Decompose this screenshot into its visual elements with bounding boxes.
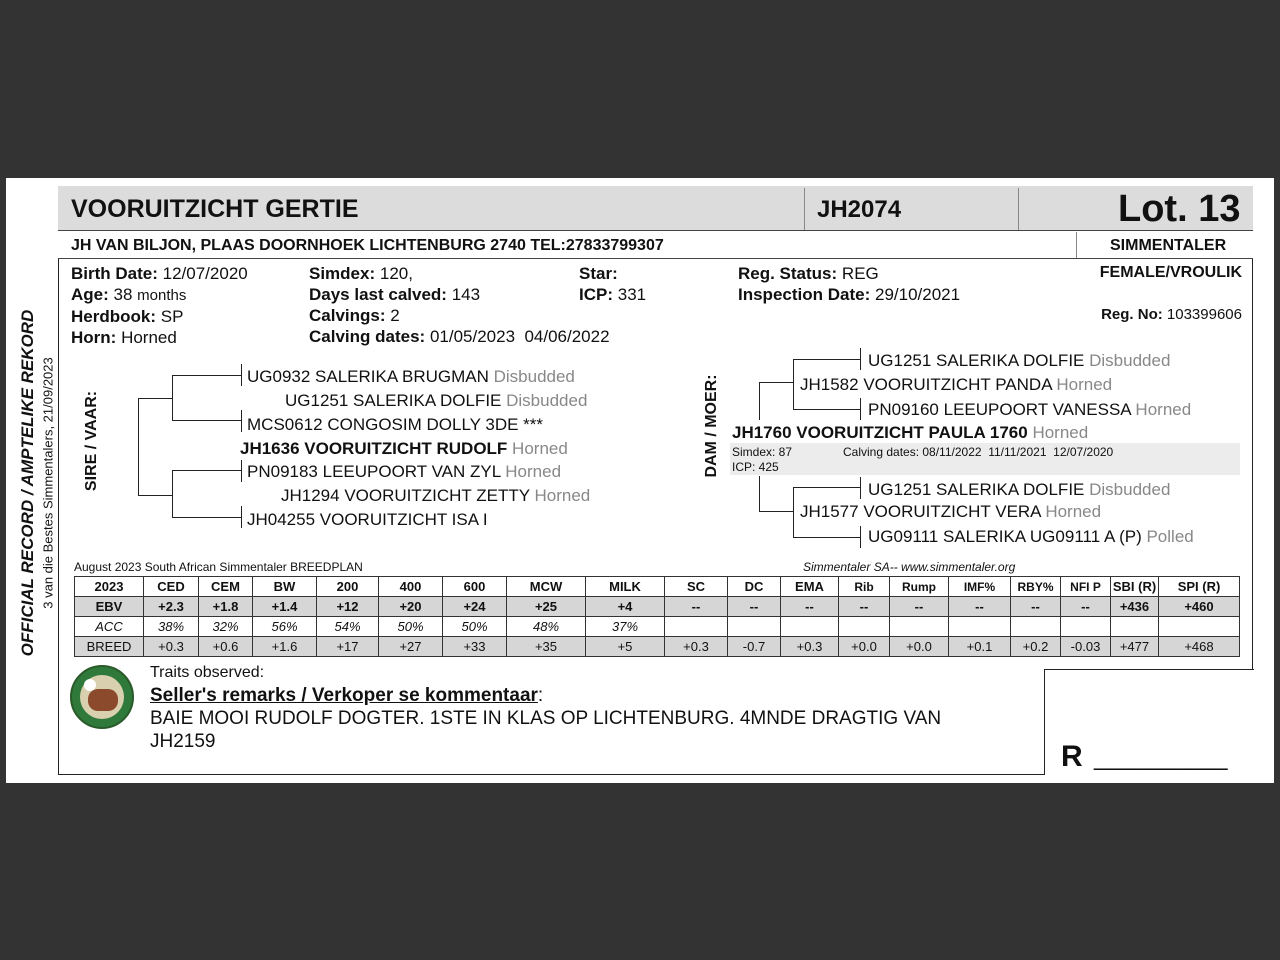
pedigree-entry [868, 400, 1191, 420]
table-cell: 32% [199, 617, 253, 637]
tree-line [793, 537, 861, 538]
table-cell: 54% [317, 617, 379, 637]
table-cell [728, 617, 781, 637]
horn-label: Horn: [71, 328, 117, 347]
tree-line [172, 420, 242, 421]
tree-line [793, 487, 794, 537]
inspection-label: Inspection Date: [738, 285, 871, 304]
pedigree-horn: Horned [1032, 423, 1089, 442]
pedigree-horn: Horned [1056, 375, 1113, 394]
pedigree-entry [868, 351, 1170, 371]
tree-line [759, 382, 760, 420]
simdex-label: Simdex: [309, 264, 376, 283]
table-cell: +25 [507, 597, 586, 617]
tree-line [759, 382, 794, 383]
tree-line [241, 506, 242, 528]
table-cell: +17 [317, 637, 379, 657]
table-cell: 48% [507, 617, 586, 637]
remarks-colon: : [537, 685, 544, 706]
record-subtitle: 3 van die Bestes Simmentalers, 21/09/2023 [40, 357, 56, 609]
table-cell [890, 617, 949, 637]
table-cell: -- [728, 597, 781, 617]
pedigree-horn: Disbudded [1089, 480, 1171, 499]
tree-line [241, 410, 242, 432]
signature-r: R [1061, 740, 1083, 773]
pedigree-horn: Disbudded [493, 367, 575, 386]
table-cell: +35 [507, 637, 586, 657]
table-cell: +24 [443, 597, 507, 617]
table-cell [839, 617, 890, 637]
table-cell: 2023 [75, 577, 144, 597]
table-cell: EBV [75, 597, 144, 617]
table-cell: BW [253, 577, 317, 597]
table-cell [1111, 617, 1159, 637]
table-cell: +0.3 [665, 637, 728, 657]
simdex-value: 120, [379, 264, 413, 283]
table-cell: -0.7 [728, 637, 781, 657]
horn-value: Horned [121, 328, 177, 347]
tree-line [138, 495, 172, 496]
table-cell: -0.03 [1061, 637, 1111, 657]
age-label: Age: [71, 285, 109, 304]
pedigree-name: JH1577 VOORUITZICHT VERA [800, 502, 1041, 521]
traits-observed: Traits observed: [150, 664, 265, 681]
table-cell: 50% [379, 617, 443, 637]
pedigree-entry [868, 480, 1170, 500]
table-cell: +33 [443, 637, 507, 657]
table-cell: +12 [317, 597, 379, 617]
table-cell: +4 [586, 597, 665, 617]
table-cell: +1.8 [199, 597, 253, 617]
table-cell: +5 [586, 637, 665, 657]
table-cell: +477 [1111, 637, 1159, 657]
tree-line [241, 460, 242, 482]
table-cell: +0.1 [949, 637, 1011, 657]
tree-line [860, 526, 861, 548]
animal-name: VOORUITZICHT GERTIE [71, 195, 359, 223]
pedigree-entry [247, 415, 543, 435]
pedigree-horn: Horned [512, 439, 568, 458]
table-cell: +1.4 [253, 597, 317, 617]
breed-name: SIMMENTALER [1110, 237, 1227, 254]
remarks-heading [150, 685, 543, 707]
table-cell [949, 617, 1011, 637]
calving-dates-value: 01/05/2023 04/06/2022 [429, 327, 610, 346]
owner-line: JH VAN BILJON, PLAAS DOORNHOEK LICHTENBURG 2740 TEL:27833799307 [71, 237, 664, 254]
tree-line [241, 364, 242, 386]
table-row-ebv [75, 597, 1240, 617]
pedigree-entry [281, 486, 590, 506]
days-label: Days last calved: [309, 285, 447, 304]
logo-icon [70, 665, 134, 729]
dam-icp: ICP: 425 [732, 460, 779, 474]
sire-name: JH1636 VOORUITZICHT RUDOLF [240, 439, 508, 458]
tree-line [860, 398, 861, 420]
breedplan-caption: August 2023 South African Simmentaler BREEDPLAN [74, 560, 363, 574]
regno-value: 103399606 [1166, 306, 1242, 323]
table-cell: -- [949, 597, 1011, 617]
pedigree-entry [800, 375, 1112, 395]
pedigree-horn: Horned [1045, 502, 1102, 521]
tree-line [172, 375, 173, 420]
age-unit: months [137, 287, 187, 304]
table-cell: +2.3 [144, 597, 199, 617]
table-cell: 56% [253, 617, 317, 637]
tree-line [172, 375, 242, 376]
table-cell [1159, 617, 1240, 637]
tree-line [759, 511, 794, 512]
pedigree-entry [247, 510, 488, 530]
pedigree-entry [800, 502, 1101, 522]
table-cell: ACC [75, 617, 144, 637]
details-col-3 [579, 263, 646, 305]
pedigree-name: PN09160 LEEUPOORT VANESSA [868, 400, 1131, 419]
table-cell: -- [665, 597, 728, 617]
table-cell: RBY% [1011, 577, 1061, 597]
regstatus-value: REG [841, 264, 879, 283]
animal-id: JH2074 [817, 196, 902, 223]
table-cell: SBI (R) [1111, 577, 1159, 597]
table-cell: EMA [781, 577, 839, 597]
pedigree-name: JH1582 VOORUITZICHT PANDA [800, 375, 1052, 394]
pedigree-horn: Disbudded [1089, 351, 1171, 370]
table-cell: +0.0 [839, 637, 890, 657]
breedplan-table [74, 576, 1240, 657]
sire-label: SIRE / VAAR: [83, 390, 100, 492]
table-cell [1061, 617, 1111, 637]
pedigree-name: MCS0612 CONGOSIM DOLLY 3DE *** [247, 415, 544, 434]
calvings-label: Calvings: [309, 306, 386, 325]
pedigree-name: UG0932 SALERIKA BRUGMAN [247, 367, 489, 386]
remarks-line: BAIE MOOI RUDOLF DOGTER. 1STE IN KLAS OP LICHTENBURG. 4MNDE DRAGTIG VAN [150, 708, 942, 729]
table-cell: NFI P [1061, 577, 1111, 597]
details-col-4 [738, 263, 960, 305]
table-cell [665, 617, 728, 637]
table-cell: -- [890, 597, 949, 617]
table-cell: 50% [443, 617, 507, 637]
signature-blank[interactable]: __________ [1094, 744, 1228, 771]
table-cell: 38% [144, 617, 199, 637]
table-cell: MILK [586, 577, 665, 597]
pedigree-name: PN09183 LEEUPOORT VAN ZYL [247, 462, 501, 481]
table-cell: +0.2 [1011, 637, 1061, 657]
table-cell: +436 [1111, 597, 1159, 617]
pedigree-entry [247, 367, 575, 387]
table-cell: +0.6 [199, 637, 253, 657]
tree-line [172, 517, 242, 518]
pedigree-name: UG1251 SALERIKA DOLFIE [868, 351, 1085, 370]
official-record-label: OFFICIAL RECORD / AMPTELIKE REKORD [18, 309, 37, 657]
herdbook-value: SP [160, 307, 184, 326]
birth-date: 12/07/2020 [162, 264, 248, 283]
divider [804, 188, 805, 230]
pedigree-name: UG09111 SALERIKA UG09111 A (P) [868, 527, 1142, 546]
tree-line [172, 470, 242, 471]
table-cell: +1.6 [253, 637, 317, 657]
age-value: 38 [113, 285, 133, 304]
inspection-value: 29/10/2021 [874, 285, 961, 304]
tree-line [793, 409, 861, 410]
table-cell: +460 [1159, 597, 1240, 617]
icp-label: ICP: [579, 285, 613, 304]
pedigree-entry [247, 462, 561, 482]
days-value: 143 [451, 285, 481, 304]
table-cell: +20 [379, 597, 443, 617]
remarks-line: JH2159 [150, 731, 216, 752]
icp-value: 331 [617, 285, 647, 304]
dam-entry [732, 423, 1088, 443]
table-cell: -- [1011, 597, 1061, 617]
table-cell: +468 [1159, 637, 1240, 657]
pedigree-entry [868, 527, 1194, 547]
divider [1018, 188, 1019, 230]
sex-label: FEMALE/VROULIK [1099, 264, 1242, 281]
table-cell: Rib [839, 577, 890, 597]
pedigree-horn: Disbudded [506, 391, 588, 410]
pedigree-horn: Horned [505, 462, 562, 481]
table-cell: CED [144, 577, 199, 597]
table-cell: SPI (R) [1159, 577, 1240, 597]
calving-dates-label: Calving dates: [309, 327, 426, 346]
remarks-title: Seller's remarks / Verkoper se kommentaar [150, 685, 538, 706]
table-row-acc [75, 617, 1240, 637]
regstatus-label: Reg. Status: [738, 264, 838, 283]
dam-simdex: Simdex: 87 [732, 445, 793, 459]
details-col-2 [309, 263, 610, 347]
pedigree-name: UG1251 SALERIKA DOLFIE [285, 391, 502, 410]
table-cell: SC [665, 577, 728, 597]
pedigree-name: JH1294 VOORUITZICHT ZETTY [281, 486, 530, 505]
table-row-breed [75, 637, 1240, 657]
table-cell: Rump [890, 577, 949, 597]
breedplan-site: Simmentaler SA-- www.simmentaler.org [803, 560, 1016, 574]
table-cell: +0.0 [890, 637, 949, 657]
tree-line [759, 476, 760, 511]
table-cell: +0.3 [781, 637, 839, 657]
table-cell: DC [728, 577, 781, 597]
tree-line [138, 398, 139, 495]
dam-label: DAM / MOER: [703, 374, 720, 478]
table-cell: 600 [443, 577, 507, 597]
table-cell: IMF% [949, 577, 1011, 597]
pedigree-name: JH04255 VOORUITZICHT ISA I [247, 510, 488, 529]
table-cell: 200 [317, 577, 379, 597]
tree-line [793, 359, 861, 360]
table-cell: -- [839, 597, 890, 617]
table-cell: -- [781, 597, 839, 617]
details-col-1 [71, 263, 248, 348]
table-cell: MCW [507, 577, 586, 597]
table-cell [1011, 617, 1061, 637]
table-cell: -- [1061, 597, 1111, 617]
pedigree-entry [285, 391, 587, 411]
table-header-row [75, 577, 1240, 597]
table-cell: CEM [199, 577, 253, 597]
sire-entry [240, 439, 568, 459]
pedigree-horn: Horned [1135, 400, 1192, 419]
table-cell: 37% [586, 617, 665, 637]
star-label: Star: [579, 264, 618, 283]
pedigree-horn: Horned [534, 486, 591, 505]
tree-line [860, 348, 861, 370]
reg-no [1101, 306, 1242, 323]
table-cell: 400 [379, 577, 443, 597]
regno-label: Reg. No: [1101, 306, 1163, 323]
tree-line [793, 359, 794, 409]
pedigree-horn: Polled [1146, 527, 1194, 546]
calvings-value: 2 [390, 306, 400, 325]
tree-line [138, 398, 172, 399]
lot-card [6, 178, 1274, 783]
dam-calving-dates: Calving dates: 08/11/2022 11/11/2021 12/07/2020 [843, 445, 1114, 459]
dam-name: JH1760 VOORUITZICHT PAULA 1760 [732, 423, 1028, 442]
table-cell: BREED [75, 637, 144, 657]
pedigree-name: UG1251 SALERIKA DOLFIE [868, 480, 1085, 499]
tree-line [860, 477, 861, 499]
tree-line [793, 487, 861, 488]
tree-line [172, 470, 173, 517]
table-cell: +0.3 [144, 637, 199, 657]
table-cell: +27 [379, 637, 443, 657]
lot-number: Lot. 13 [1118, 188, 1241, 230]
birth-label: Birth Date: [71, 264, 158, 283]
divider [1076, 232, 1077, 258]
herdbook-label: Herdbook: [71, 307, 156, 326]
table-cell [781, 617, 839, 637]
